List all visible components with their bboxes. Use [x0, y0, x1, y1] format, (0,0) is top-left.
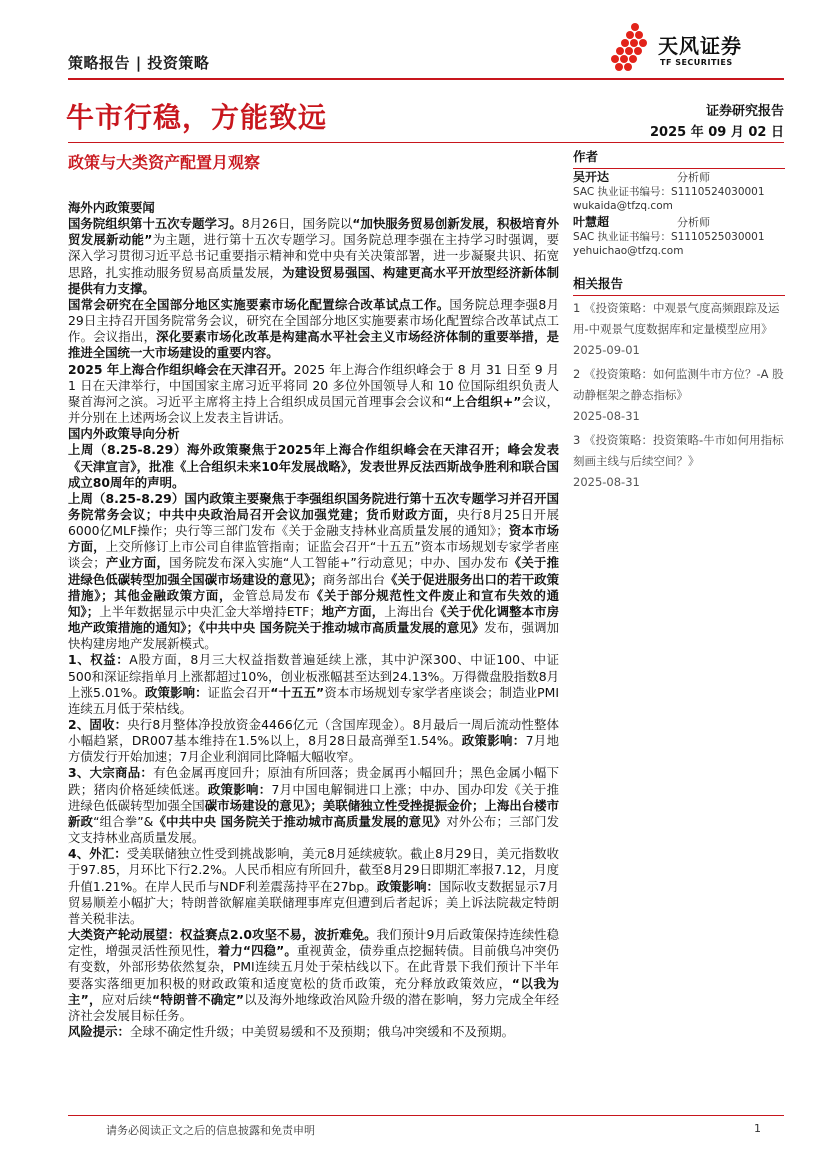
report-title: 牛市行稳，方能致远: [66, 101, 328, 134]
related-num: 3: [573, 433, 581, 447]
author-role: 分析师: [677, 216, 710, 229]
related-num: 1: [573, 301, 581, 315]
footer-disclaimer: 请务必阅读正文之后的信息披露和免责申明: [106, 1124, 315, 1137]
related-heading: 相关报告: [573, 272, 785, 296]
logo-name-cn: 天风证券: [658, 34, 742, 58]
paragraph: 4、外汇：受美联储独立性受到挑战影响，美元8月延续疲软。截止8月29日，美元指数收于97.85，月环比下行2.2%。人民币相应有所回升，截至8月29日即期汇率报7.12，月度升值1.21%。在岸人民币与NDF利差震荡持平在27bp。政策影响：国际收支数据显示7月贸易顺差小幅扩大；特朗普欲解雇美联储理事库克但遭到后者起诉；美上诉法院裁定特朗普关税非法。: [68, 846, 559, 926]
logo-name-en: TF SECURITIES: [660, 58, 733, 67]
author-cert: SAC 执业证书编号：S1110525030001: [573, 231, 765, 243]
company-logo: [608, 22, 778, 72]
related-heading-block: [573, 272, 785, 296]
related-date: 2025-08-31: [573, 475, 640, 489]
logo-mark-icon: [608, 22, 656, 72]
section-heading: 海外内政策要闻: [68, 200, 155, 215]
author-card: [573, 170, 785, 213]
paragraph: 国常会研究在全国部分地区实施要素市场化配置综合改革试点工作。国务院总理李强8月29日主持召开国务院常务会议，研究在全国部分地区实施要素市场化配置综合改革试点工作。会议指出，深化要素市场化改革是构建高水平社会主义市场经济体制的重要举措，是推进全国统一大市场建设的重要内容。: [68, 296, 560, 361]
related-reports-list: [573, 298, 785, 496]
authors-heading-block: [573, 145, 785, 169]
related-report-item[interactable]: [573, 430, 785, 493]
author-card: [573, 215, 785, 258]
paragraph: 国务院组织第十五次专题学习。8月26日，国务院以“加快服务贸易创新发展，积极培育外贸发展新动能”为主题，进行第十五次专题学习。国务院总理李强在主持学习时强调，要深入学习贯彻习近平总书记重要指示精神和党中央有关决策部署，进一步凝聚共识、拓宽思路，扎实推动服务贸易高质量发展，为建设贸易强国、构建更高水平开放型经济新体制提供有力支撑。: [68, 216, 560, 296]
author-name: 叶慧超: [573, 215, 610, 229]
paragraph: 2025 年上海合作组织峰会在天津召开。2025 年上海合作组织峰会于 8 月 31 日至 9 月 1 日在天津举行，中国国家主席习近平将同 20 多位外国领导人和 10 位国际组织负责人聚首海河之滨。习近平主席将主持上合组织成员国元首理事会会议和“上合组织+”会议，并分别在上述两场会议上发表主旨讲话。: [68, 361, 560, 426]
main-content: [68, 200, 559, 1040]
author-name: 吴开达: [573, 170, 610, 184]
report-category: 策略报告 | 投资策略: [68, 54, 210, 72]
related-date: 2025-08-31: [573, 409, 640, 423]
section-heading: 国内外政策导向分析: [68, 426, 180, 442]
related-num: 2: [573, 367, 581, 381]
related-date: 2025-09-01: [573, 343, 640, 357]
related-title: 《投资策略：投资策略-牛市如何用指标刻画主线与后续空间？》: [573, 433, 784, 468]
report-type: 证券研究报告: [705, 104, 784, 119]
author-role: 分析师: [677, 171, 710, 184]
author-email[interactable]: yehuichao@tfzq.com: [573, 245, 684, 257]
report-date: 2025 年 09 月 02 日: [650, 125, 784, 140]
page-number: 1: [754, 1122, 761, 1135]
paragraph: 1、权益：A股方面，8月三大权益指数普遍延续上涨，其中沪深300、中证100、中证500和深证综指单月上涨都超过10%，创业板涨幅甚至达到24.13%。万得微盘股指数8月上涨5.01%。政策影响：证监会召开“十五五”资本市场规划专家学者座谈会；制造业PMI连续五月低于荣枯线。: [68, 652, 559, 716]
author-cert: SAC 执业证书编号：S1110524030001: [573, 186, 765, 198]
risk-warning: 风险提示：全球不确定性升级；中美贸易缓和不及预期；俄乌冲突缓和不及预期。: [68, 1023, 515, 1039]
paragraph: 大类资产轮动展望：权益赛点2.0攻坚不易，波折难免。我们预计9月后政策保持连续性稳定性，增强灵活性预见性，着力“四稳”。重视黄金，债券重点挖掘转债。目前俄乌冲突仍有变数，外部形势依然复杂，PMI连续五月处于荣枯线以下。在此背景下我们预计下半年要落实落细更加积极的财政政策和适度宽松的货币政策，充分释放政策效应，“以我为主”，应对后续“特朗普不确定”以及海外地缘政治风险升级的潜在影响，努力完成全年经济社会发展目标任务。: [68, 927, 560, 1023]
related-report-item[interactable]: [573, 298, 785, 361]
title-divider: [68, 142, 784, 143]
paragraph: 上周（8.25-8.29）国内政策主要聚焦于李强组织国务院进行第十五次专题学习并召开国务院常务会议；中共中央政治局召开会议加强党建；货币财政方面，央行8月25日开展6000亿MLF操作；央行等三部门发布《关于金融支持林业高质量发展的通知》；资本市场方面，上交所修订上市公司自律监管指南；证监会召开“十五五”资本市场规划专家学者座谈会；产业方面，国务院发布深入实施“人工智能+”行动意见；中办、国办发布《关于推进绿色低碳转型加强全国碳市场建设的意见》；商务部出台《关于促进服务出口的若干政策措施》；其他金融政策方面，金管总局发布《关于部分规范性文件废止和宣布失效的通知》；上半年数据显示中央汇金大举增持ETF；地产方面，上海出台《关于优化调整本市房地产政策措施的通知》；《中共中央 国务院关于推动城市高质量发展的意见》发布，强调加快构建房地产发展新模式。: [68, 490, 560, 652]
related-title: 《投资策略：中观景气度高频跟踪及运用-中观景气度数据库和定量模型应用》: [573, 301, 780, 336]
paragraph: 3、大宗商品：有色金属再度回升；原油有所回落；贵金属再小幅回升；黑色金属小幅下跌；猪肉价格延续低迷。政策影响：7月中国电解铜进口上涨；中办、国办印发《关于推进绿色低碳转型加强全国碳市场建设的意见》；美联储独立性受挫提振金价；上海出台楼市新政“组合拳”&《中共中央 国务院关于推动城市高质量发展的意见》对外公布；三部门发文支持林业高质量发展。: [68, 765, 560, 846]
related-report-item[interactable]: [573, 364, 785, 427]
authors-heading: 作者: [573, 145, 785, 169]
footer-divider: [68, 1115, 784, 1116]
header-divider: [68, 78, 784, 80]
author-email[interactable]: wukaida@tfzq.com: [573, 200, 673, 212]
paragraph: 上周（8.25-8.29）海外政策聚焦于2025年上海合作组织峰会在天津召开；峰会发表《天津宣言》，批准《上合组织未来10年发展战略》，发表世界反法西斯战争胜利和联合国成立80周年的声明。: [68, 442, 559, 490]
report-subtitle: 政策与大类资产配置月观察: [68, 153, 261, 172]
related-title: 《投资策略：如何监测牛市方位？-A 股动静框架之静态指标》: [573, 367, 784, 402]
paragraph: 2、固收：央行8月整体净投放资金4466亿元（含国库现金）。8月最后一周后流动性整体小幅趋紧，DR007基本维持在1.5%以上，8月28日最高弹至1.54%。政策影响：7月地方债发行开始加速；7月企业利润同比降幅大幅收窄。: [68, 717, 559, 765]
